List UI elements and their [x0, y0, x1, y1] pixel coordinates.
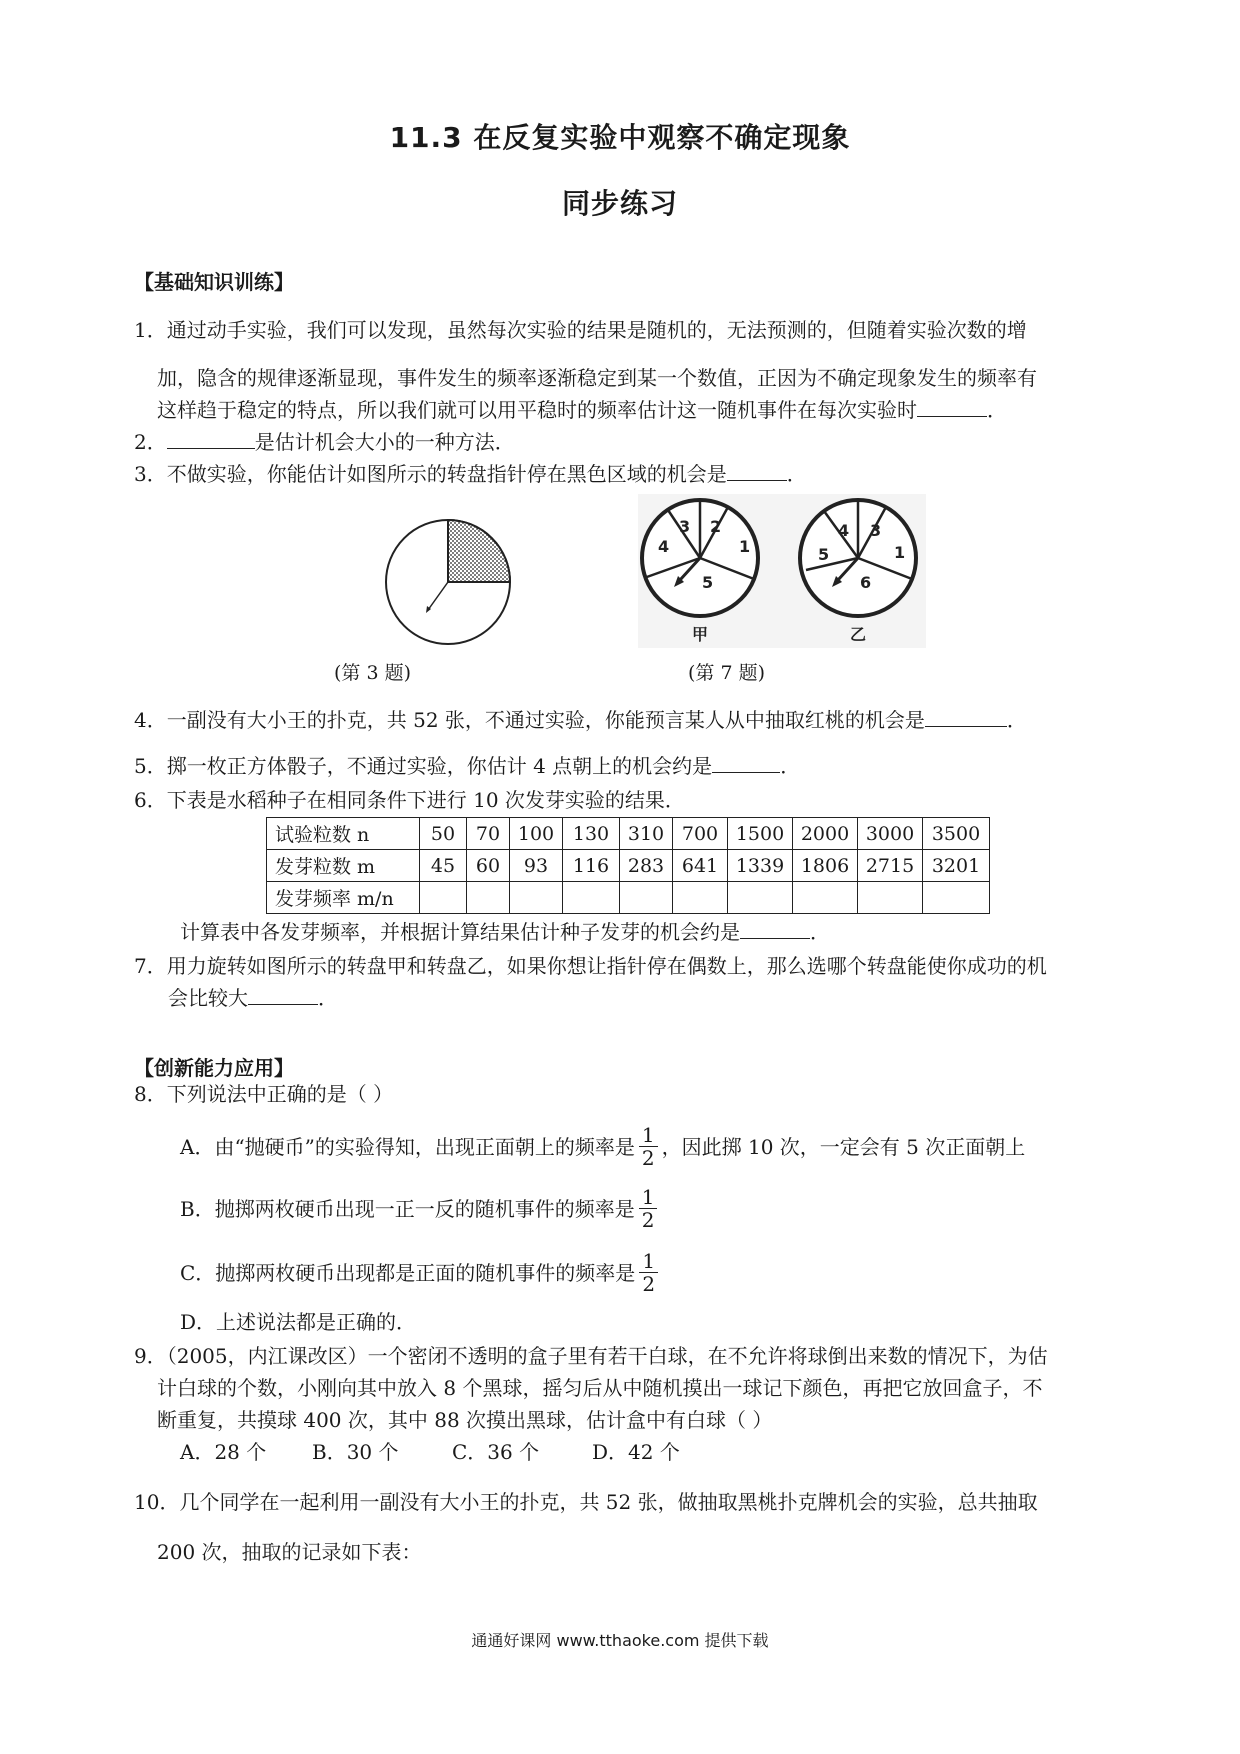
question-text: 通过动手实验，我们可以发现，虽然每次实验的结果是随机的，无法预测的，但随着实验次数的增 — [166, 318, 1027, 342]
question-number: 10． — [134, 1490, 180, 1514]
answer-blank — [712, 752, 780, 773]
table-cell: 45 — [420, 850, 467, 882]
figure-caption-q7: (第 7 题) — [688, 662, 765, 684]
question-text: 几个同学在一起利用一副没有大小王的扑克，共 52 张，做抽取黑桃扑克牌机会的实验，总共抽取 — [179, 1490, 1038, 1514]
option-text: A．由“抛硬币”的实验得知，出现正面朝上的频率是 — [180, 1134, 635, 1159]
question-text: 用力旋转如图所示的转盘甲和转盘乙，如果你想让指针停在偶数上，那么选哪个转盘能使你成功的机 — [166, 954, 1047, 978]
fraction-one-half — [639, 1186, 658, 1231]
fraction-one-half — [639, 1124, 658, 1169]
spinner-q3-figure — [376, 516, 520, 648]
wheel-jia-number: 5 — [702, 573, 714, 592]
fraction-numerator: 1 — [639, 1186, 658, 1209]
question-number: 9． — [134, 1344, 167, 1368]
answer-blank — [248, 984, 318, 1005]
option-8d: D．上述说法都是正确的． — [180, 1310, 417, 1334]
question-text: （2005，内江课改区）一个密闭不透明的盒子里有若干白球，在不允许将球倒出来数的情况下，为估 — [166, 1344, 1048, 1368]
question-1-line-3: 这样趋于稳定的特点，所以我们就可以用平稳时的频率估计这一随机事件在每次实验时 ． — [157, 398, 1007, 422]
wheel-yi-number: 6 — [860, 573, 872, 592]
wheel-yi-number: 3 — [870, 521, 882, 540]
question-5: 5．掷一枚正方体骰子，不通过实验，你估计 4 点朝上的机会约是 ． — [134, 754, 801, 778]
figure-caption-q3: (第 3 题) — [334, 662, 411, 684]
answer-blank — [167, 428, 255, 449]
table-cell-empty — [510, 882, 563, 914]
table-cell: 50 — [420, 818, 467, 850]
question-number: 2． — [134, 430, 167, 454]
option-8b — [180, 1186, 661, 1231]
table-row — [267, 818, 990, 850]
wheel-yi-label: 乙 — [850, 625, 867, 644]
table-cell: 3000 — [858, 818, 923, 850]
question-7-line-2: 会比较大 ． — [168, 986, 338, 1010]
question-7 — [134, 952, 1047, 980]
table-cell: 116 — [563, 850, 620, 882]
option-9c: C．36 个 — [452, 1440, 540, 1464]
question-3: 3．不做实验，你能估计如图所示的转盘指针停在黑色区域的机会是 ． — [134, 462, 807, 486]
table-cell-empty — [620, 882, 673, 914]
question-text: 会比较大 — [168, 986, 248, 1010]
question-10-line-2: 200 次，抽取的记录如下表： — [157, 1540, 422, 1564]
germination-table — [266, 817, 990, 914]
table-cell-empty — [420, 882, 467, 914]
wheel-jia-number: 3 — [679, 517, 691, 536]
option-text: ，因此掷 10 次，一定会有 5 次正面朝上 — [661, 1134, 1026, 1159]
table-cell: 70 — [467, 818, 510, 850]
table-cell: 60 — [467, 850, 510, 882]
question-1-line-2: 加，隐含的规律逐渐显现，事件发生的频率逐渐稳定到某一个数值，正因为不确定现象发生的频率有 — [157, 366, 1037, 390]
table-cell: 1500 — [728, 818, 793, 850]
answer-blank — [727, 460, 787, 481]
answer-blank — [925, 706, 1007, 727]
table-cell: 700 — [673, 818, 728, 850]
wheel-jia-label: 甲 — [692, 625, 709, 644]
option-text: B．抛掷两枚硬币出现一正一反的随机事件的频率是 — [180, 1196, 635, 1221]
table-row-header: 发芽频率 m/n — [267, 882, 420, 914]
page-title: 11.3 在反复实验中观察不确定现象 — [389, 121, 851, 154]
table-cell-empty — [467, 882, 510, 914]
question-6 — [134, 786, 685, 814]
wheel-yi-number: 1 — [894, 543, 906, 562]
table-row-header: 发芽粒数 m — [267, 850, 420, 882]
question-text: 下列说法中正确的是（ ） — [166, 1082, 394, 1106]
table-cell: 3500 — [923, 818, 990, 850]
option-9d: D．42 个 — [592, 1440, 680, 1464]
question-text: 是估计机会大小的一种方法． — [254, 430, 515, 454]
question-number: 6． — [134, 788, 167, 812]
table-cell-empty — [858, 882, 923, 914]
wheel-jia-number: 4 — [658, 537, 670, 556]
question-6-followup: 计算表中各发芽频率，并根据计算结果估计种子发芽的机会约是 ． — [180, 920, 830, 944]
table-cell: 2000 — [793, 818, 858, 850]
question-text: 下表是水稻种子在相同条件下进行 10 次发芽实验的结果． — [166, 788, 685, 812]
table-cell-empty — [793, 882, 858, 914]
page-subtitle: 同步练习 — [561, 187, 678, 220]
question-number: 4． — [134, 708, 167, 732]
table-cell: 310 — [620, 818, 673, 850]
option-8c — [180, 1250, 662, 1295]
question-9-line-3: 断重复，共摸球 400 次，其中 88 次摸出黑球，估计盒中有白球（ ） — [157, 1408, 773, 1432]
table-cell: 100 — [510, 818, 563, 850]
table-cell: 3201 — [923, 850, 990, 882]
fraction-one-half — [639, 1250, 658, 1295]
option-text: C．抛掷两枚硬币出现都是正面的随机事件的频率是 — [180, 1260, 636, 1285]
table-cell-empty — [673, 882, 728, 914]
table-cell: 283 — [620, 850, 673, 882]
question-text: 不做实验，你能估计如图所示的转盘指针停在黑色区域的机会是 — [166, 462, 727, 486]
option-9a: A．28 个 — [180, 1440, 267, 1464]
question-8 — [134, 1080, 393, 1108]
table-row — [267, 850, 990, 882]
table-row — [267, 882, 990, 914]
option-8a — [180, 1124, 1025, 1169]
table-cell-empty — [923, 882, 990, 914]
section-innovation-heading: 【创新能力应用】 — [134, 1056, 294, 1080]
fraction-numerator: 1 — [639, 1124, 658, 1147]
question-text: 计算表中各发芽频率，并根据计算结果估计种子发芽的机会约是 — [180, 920, 740, 944]
fraction-denominator: 2 — [641, 1208, 655, 1232]
question-text: 一副没有大小王的扑克，共 52 张，不通过实验，你能预言某人从中抽取红桃的机会是 — [166, 708, 925, 732]
question-9 — [134, 1342, 1048, 1370]
question-1 — [134, 316, 1027, 344]
table-cell-empty — [728, 882, 793, 914]
table-cell: 130 — [563, 818, 620, 850]
wheel-jia-number: 1 — [739, 537, 751, 556]
wheel-jia — [642, 500, 758, 616]
fraction-denominator: 2 — [641, 1146, 655, 1170]
option-9b: B．30 个 — [312, 1440, 399, 1464]
question-9-line-2: 计白球的个数，小刚向其中放入 8 个黑球，摇匀后从中随机摸出一球记下颜色，再把它放回盒子，不 — [157, 1376, 1043, 1400]
question-9-options — [180, 1438, 680, 1466]
table-cell-empty — [563, 882, 620, 914]
question-number: 7． — [134, 954, 167, 978]
question-2 — [134, 428, 515, 456]
table-cell: 93 — [510, 850, 563, 882]
question-4: 4．一副没有大小王的扑克，共 52 张，不通过实验，你能预言某人从中抽取红桃的机会是 ． — [134, 708, 1027, 732]
question-number: 3． — [134, 462, 167, 486]
wheel-jia-number: 2 — [710, 517, 722, 536]
table-cell: 1806 — [793, 850, 858, 882]
wheel-yi-number: 5 — [818, 545, 830, 564]
table-cell: 641 — [673, 850, 728, 882]
question-number: 1． — [134, 318, 167, 342]
question-number: 8． — [134, 1082, 167, 1106]
wheel-yi-number: 4 — [838, 521, 850, 540]
question-text: 这样趋于稳定的特点，所以我们就可以用平稳时的频率估计这一随机事件在每次实验时 — [157, 398, 917, 422]
answer-blank — [740, 918, 810, 939]
question-10 — [134, 1488, 1038, 1516]
table-cell: 2715 — [858, 850, 923, 882]
question-number: 5． — [134, 754, 167, 778]
spinner-q7-figure — [638, 494, 926, 648]
fraction-numerator: 1 — [639, 1250, 658, 1273]
section-basic-heading: 【基础知识训练】 — [134, 270, 294, 294]
page-footer: 通通好课网 www.tthaoke.com 提供下载 — [471, 1631, 769, 1650]
table-cell: 1339 — [728, 850, 793, 882]
table-row-header: 试验粒数 n — [267, 818, 420, 850]
question-text: 掷一枚正方体骰子，不通过实验，你估计 4 点朝上的机会约是 — [166, 754, 713, 778]
answer-blank — [917, 396, 987, 417]
fraction-denominator: 2 — [642, 1272, 656, 1296]
